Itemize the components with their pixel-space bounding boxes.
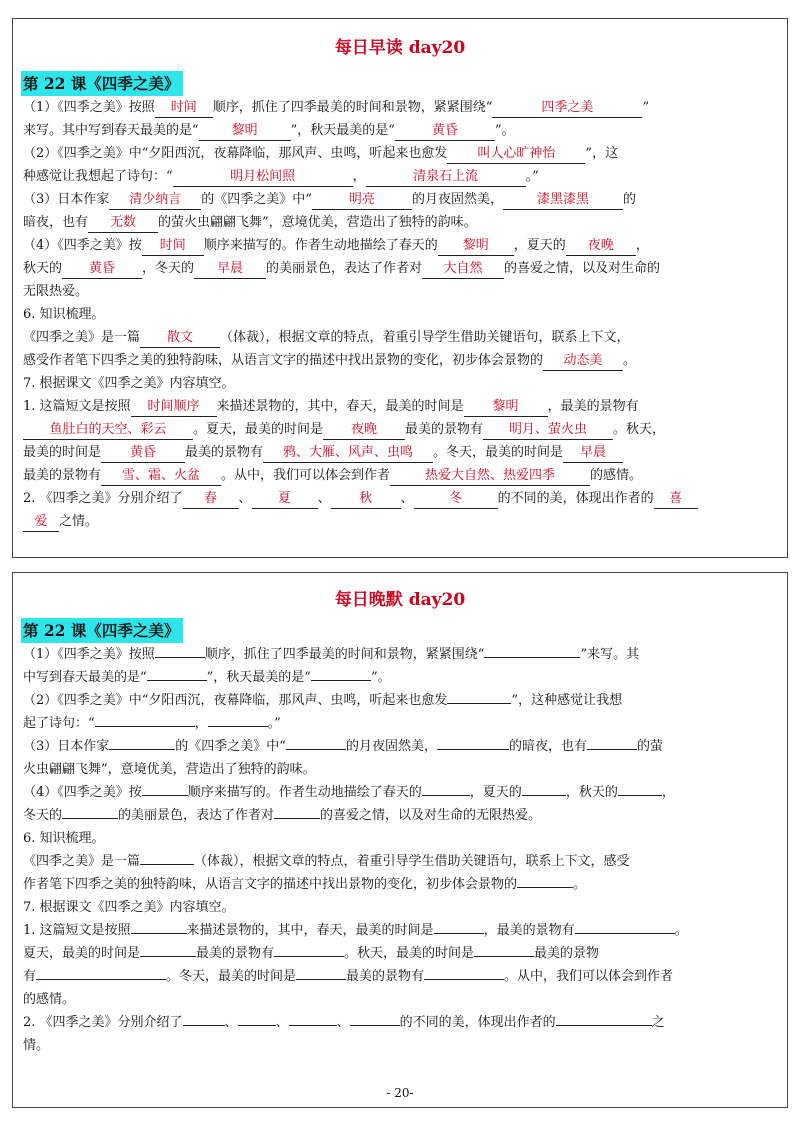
fill-blank — [274, 804, 320, 819]
answer-blank: 秋 — [331, 490, 401, 509]
answer-blank: 漆黑漆黑 — [503, 191, 623, 210]
text-line: （1）《四季之美》按照 时间 顺序，抓住了四季最美的时间和景物，紧紧围绕“ 四季之美 ” — [23, 96, 781, 119]
evening-lesson-heading: 第 22 课《四季之美》 — [21, 618, 183, 643]
text-line: 起了诗句：“ ， 。” — [23, 712, 781, 735]
answer-blank: 大自然 — [422, 260, 504, 279]
answer-blank: 时间 — [142, 237, 204, 256]
text-line: 《四季之美》是一篇 散文 （体裁），根据文章的特点，着重引导学生借助关键语句，联系上下文， — [23, 326, 781, 349]
fill-blank — [296, 965, 346, 980]
answer-blank: 叫人心旷神怡 — [447, 145, 585, 164]
fill-blank — [474, 942, 534, 957]
text-line: 中写到春天最美的是“ ”，秋天最美的是“ ”。 — [23, 666, 781, 689]
text-line: （2）《四季之美》中“夕阳西沉，夜幕降临，那风声、虫鸣，听起来也愈发 ”，这种感觉让我想 — [23, 689, 781, 712]
fill-blank — [484, 643, 580, 658]
answer-blank: 夏 — [252, 490, 318, 509]
fill-blank — [286, 735, 346, 750]
answer-blank: 黄昏 — [395, 122, 495, 141]
text-line: 无限热爱。 — [23, 284, 89, 299]
answer-blank: 明亮 — [312, 191, 412, 210]
text-line: 情。 — [23, 1038, 50, 1053]
text-line: （1）《四季之美》按照 顺序，抓住了四季最美的时间和景物，紧紧围绕“ ”来写。其 — [23, 643, 781, 666]
answer-blank: 早晨 — [563, 444, 623, 463]
text-line: 6. 知识梳理。 — [23, 831, 105, 846]
text-line: 《四季之美》是一篇 （体裁），根据文章的特点，着重引导学生借助关键语句，联系上下文，感受 — [23, 850, 781, 873]
text-line: （3）日本作家 的《四季之美》中“ 的月夜固然美， 的暗夜，也有 的萤 — [23, 735, 781, 758]
text-line: （2）《四季之美》中“夕阳西沉，夜幕降临，那风声、虫鸣，听起来也愈发 叫人心旷神怡 ”，这 — [23, 142, 781, 165]
answer-blank: 春 — [183, 490, 239, 509]
answer-blank: 夜晚 — [323, 421, 405, 440]
fill-blank — [140, 942, 196, 957]
fill-blank — [140, 850, 194, 865]
text-line: （3）日本作家 清少纳言 的《四季之美》中“ 明亮 的月夜固然美， 漆黑漆黑 的 — [23, 188, 781, 211]
fill-blank — [36, 965, 166, 980]
text-line: 6. 知识梳理。 — [23, 307, 105, 322]
fill-blank — [208, 712, 268, 727]
morning-lesson-heading: 第 22 课《四季之美》 — [21, 71, 183, 96]
text-line: 来写。其中写到春天最美的是“ 黎明 ”，秋天最美的是“ 黄昏 ”。 — [23, 119, 781, 142]
text-line: 火虫翩翩飞舞”，意境优美，营造出了独特的韵味。 — [23, 762, 316, 777]
text-line: （4）《四季之美》按 时间 顺序来描写的。作者生动地描绘了春天的 黎明 ，夏天的 夜晚 ， — [23, 234, 781, 257]
fill-blank — [434, 919, 484, 934]
answer-blank: 早晨 — [194, 260, 266, 279]
text-line: 最美的时间是 黄昏 最美的景物有 鸦、大雁、风声、虫鸣 。冬天，最美的时间是 早晨 — [23, 441, 781, 464]
fill-blank — [142, 781, 188, 796]
fill-blank — [62, 804, 118, 819]
fill-blank — [109, 735, 175, 750]
text-line: 秋天的 黄昏 ，冬天的 早晨 的美丽景色，表达了作者对 大自然 的喜爱之情，以及对生命的 — [23, 257, 781, 280]
text-line: 夏天，最美的时间是 最美的景物有 。秋天，最美的时间是 最美的景物 — [23, 942, 781, 965]
evening-dictation-section — [12, 572, 788, 1108]
answer-blank: 冬 — [414, 490, 498, 509]
text-line: 最美的景物有 雪、霜、火盆 。从中，我们可以体会到作者 热爱大自然、热爱四季 的感情。 — [23, 464, 781, 487]
evening-title: 每日晚默 day20 — [334, 590, 466, 610]
text-line: 7. 根据课文《四季之美》内容填空。 — [23, 376, 235, 391]
answer-blank: 四季之美 — [492, 99, 642, 118]
text-line: 感受作者笔下四季之美的独特韵味，从语言文字的描述中找出景物的变化，初步体会景物的 动态美 。 — [23, 349, 781, 372]
fill-blank — [238, 1011, 276, 1026]
text-line: 爱 之情。 — [23, 510, 781, 533]
text-line: （4）《四季之美》按 顺序来描写的。作者生动地描绘了春天的 ，夏天的 ，秋天的 ， — [23, 781, 781, 804]
text-line: 暗夜，也有 无数 的萤火虫翩翩飞舞”，意境优美，营造出了独特的韵味。 — [23, 211, 781, 234]
fill-blank — [587, 735, 637, 750]
fill-blank — [422, 781, 470, 796]
fill-blank — [575, 919, 675, 934]
text-line: 作者笔下四季之美的独特韵味，从语言文字的描述中找出景物的变化，初步体会景物的 。 — [23, 873, 781, 896]
fill-blank — [274, 942, 344, 957]
text-line: 7. 根据课文《四季之美》内容填空。 — [23, 900, 235, 915]
fill-blank — [447, 689, 511, 704]
page-number: - 20- — [386, 1086, 414, 1100]
text-line: 2. 《四季之美》分别介绍了 、 、 、 的不同的美，体现出作者的 之 — [23, 1011, 781, 1034]
fill-blank — [147, 666, 207, 681]
morning-content — [23, 96, 781, 533]
answer-blank: 雪、霜、火盆 — [101, 467, 221, 486]
text-line: 1. 这篇短文是按照 时间顺序 来描述景物的，其中，春天，最美的时间是 黎明 ，最美的景物有 — [23, 395, 781, 418]
answer-blank: 黎明 — [199, 122, 291, 141]
fill-blank — [517, 873, 573, 888]
text-line: 种感觉让我想起了诗句：“ 明月松间照 ， 清泉石上流 。” — [23, 165, 781, 188]
answer-blank: 鱼肚白的天空、彩云 — [23, 421, 193, 440]
answer-blank: 黄昏 — [62, 260, 142, 279]
answer-blank: 时间顺序 — [131, 398, 217, 417]
fill-blank — [289, 1011, 337, 1026]
answer-blank: 明月、萤火虫 — [483, 421, 613, 440]
answer-blank: 无数 — [88, 214, 158, 233]
fill-blank — [424, 965, 504, 980]
answer-blank: 夜晚 — [566, 237, 636, 256]
answer-blank: 热爱大自然、热爱四季 — [390, 467, 590, 486]
answer-blank: 清泉石上流 — [366, 168, 526, 187]
fill-blank — [95, 712, 195, 727]
morning-title: 每日早读 day20 — [334, 38, 466, 58]
evening-content — [23, 643, 781, 1057]
text-line: 鱼肚白的天空、彩云 。夏天，最美的时间是 夜晚 最美的景物有 明月、萤火虫 。秋天， — [23, 418, 781, 441]
text-line: 的感情。 — [23, 992, 76, 1007]
morning-reading-section — [12, 18, 788, 558]
answer-blank: 时间 — [155, 99, 213, 118]
text-line: 冬天的 的美丽景色，表达了作者对 的喜爱之情，以及对生命的无限热爱。 — [23, 804, 781, 827]
text-line: 有 。冬天，最美的时间是 最美的景物有 。从中，我们可以体会到作者 — [23, 965, 781, 988]
answer-blank: 散文 — [140, 329, 220, 348]
text-line: 2. 《四季之美》分别介绍了 春 、 夏 、 秋 、 冬 的不同的美，体现出作者的 喜 — [23, 487, 781, 510]
fill-blank — [183, 1011, 225, 1026]
answer-blank: 明月松间照 — [173, 168, 353, 187]
fill-blank — [311, 666, 371, 681]
answer-blank: 动态美 — [543, 352, 623, 371]
answer-blank: 清少纳言 — [109, 191, 201, 210]
answer-blank: 爱 — [23, 513, 59, 532]
fill-blank — [131, 919, 187, 934]
answer-blank: 黎明 — [438, 237, 514, 256]
answer-blank: 黎明 — [464, 398, 548, 417]
fill-blank — [522, 781, 566, 796]
fill-blank — [437, 735, 509, 750]
answer-blank: 黄昏 — [101, 444, 185, 463]
fill-blank — [618, 781, 662, 796]
answer-blank: 鸦、大雁、风声、虫鸣 — [263, 444, 433, 463]
answer-blank: 喜 — [654, 490, 698, 509]
fill-blank — [350, 1011, 400, 1026]
fill-blank — [155, 643, 205, 658]
fill-blank — [556, 1011, 652, 1026]
text-line: 1. 这篇短文是按照 来描述景物的，其中，春天，最美的时间是 ，最美的景物有 。 — [23, 919, 781, 942]
